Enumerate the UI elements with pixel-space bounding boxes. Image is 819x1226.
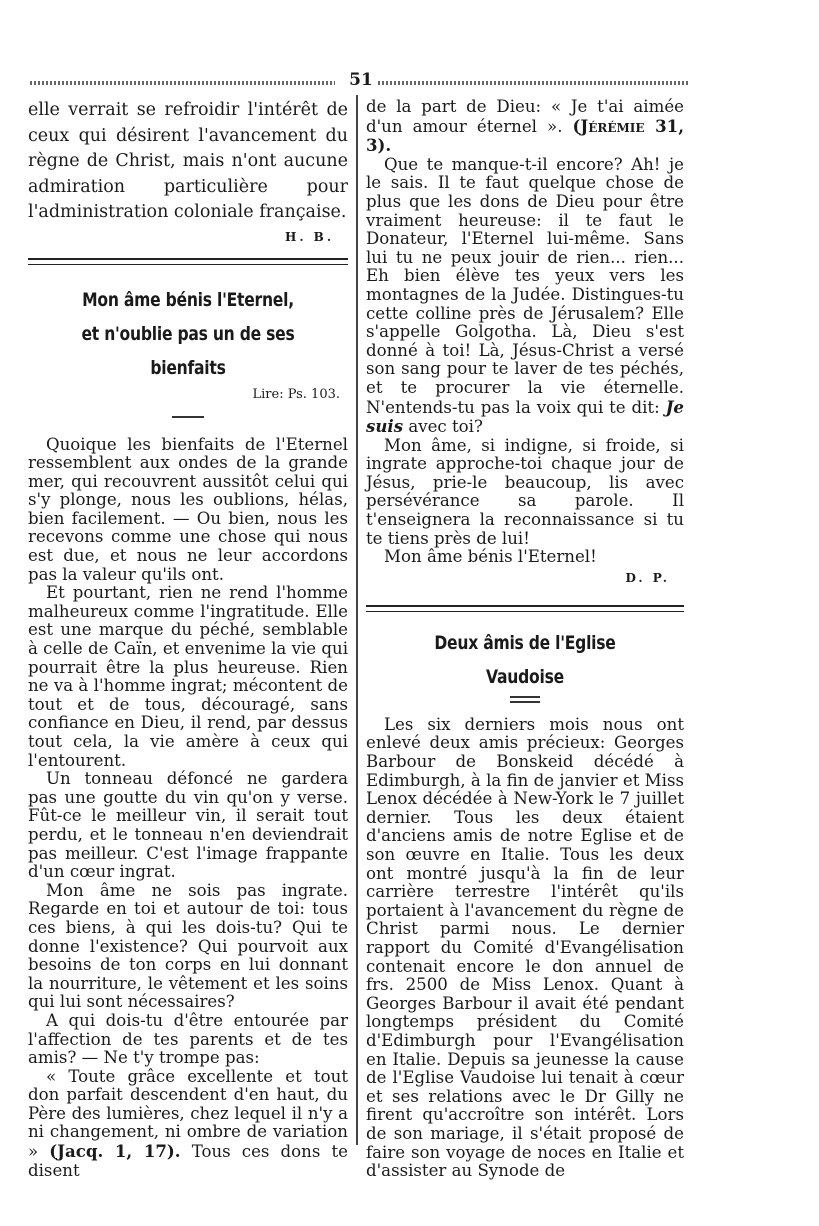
- intro-paragraph: elle verrait se refroidir l'intérêt de ceux qui désirent l'avancement du règne de Christ, mais n'ont aucune admiration particulière pour l'administration coloniale française.: [28, 100, 348, 222]
- article2-paragraph: Les six derniers mois nous ont enlevé deux amis précieux: Georges Barbour de Bonskeid décédé à Edimburgh, à la fin de janvier et Miss Lenox décédée à New-York le 7 juillet dernier. Tous les deux étaient d'anciens amis de notre Eglise et de son œuvre en Italie. Tous les deux ont montré jusqu'à la fin de leur carrière terrestre l'intérêt qu'ils portaient à l'avancement du règne de Christ parmi nous. Le dernier rapport du Comité d'Evangélisation contenait encore le don annuel de frs. 2500 de Miss Lenox. Quant à Georges Barbour il avait été pendant longtemps président du Comité d'Edimburgh pour l'Evangélisation en Italie. Depuis sa jeunesse la cause de l'Eglise Vaudoise lui tenait à cœur et ses relations avec le Dr Gilly ne firent qu'accroître son intérêt. Lors de son mariage, il s'était proposé de faire son voyage de noces en Italie et d'assister au Synode de: [366, 714, 684, 1181]
- article2-title: Deux âmis de l'Eglise Vaudoise: [434, 631, 616, 688]
- header-wavy-rule-left: [30, 81, 335, 85]
- paragraph: Quoique les bienfaits de l'Eternel ressemblent aux ondes de la grande mer, qui recouvrent aussitôt celui qui s'y plonge, nous les oublions, hélas, bien facilement. — Ou bien, nous les recevons comme une chose qui nous est due, et nous ne leur accordons pas la valeur qu'ils ont.: [28, 434, 348, 584]
- paragraph: [366, 156, 684, 437]
- paragraph: A qui dois-tu d'être entourée par l'affection de tes parents et de tes amis? — Ne t'y trompe pas:: [28, 1010, 348, 1068]
- header-wavy-rule-right: [378, 81, 690, 85]
- left-column: [28, 98, 348, 1180]
- page-number: 51: [349, 70, 373, 90]
- paragraph: Mon âme ne sois pas ingrate. Regarde en toi et autour de toi: tous ces biens, à qui les dois-tu? Qui te donne l'existence? Qui pourvoit aux besoins de ton corps en lui donnant la nourriture, le vêtement et les soins qui lui sont nécessaires?: [28, 880, 348, 1012]
- paragraph: Un tonneau défoncé ne gardera pas une goutte du vin qu'on y verse. Fût-ce le meilleur vin, il serait tout perdu, et le tonneau n'en deviendrait pas meilleur. C'est l'image frappante d'un cœur ingrat.: [28, 769, 348, 882]
- paragraph: Et pourtant, rien ne rend l'homme malheureux comme l'ingratitude. Elle est une marque du péché, semblable à celle de Caïn, et envenime la vie qui pourrait être la plus heureuse. Rien ne va à l'homme ingrat; mécontent de tout et de tous, découragé, sans confiance en Dieu, il rend, par dessus tout cela, la vie amère à ceux qui l'entourent.: [28, 583, 348, 770]
- section-divider: [366, 605, 684, 612]
- paragraph-text: Que te manque-t-il encore? Ah! je le sais. Il te faut quelque chose de plus que les dons de Dieu pour être vraiment heureuse: il te faut le Donateur, l'Eternel lui-même. Sans lui tu ne peux jouir de rien... rien... Eh bien élève tes yeux vers les montagnes de la Judée. Distingues-tu cette colline près de Jérusalem? Elle s'appelle Golgotha. Là, Dieu s'est donné à toi! Là, Jésus-Christ a versé son sang pour te laver de tes péchés, et te procurer la vie éternelle. N'entends-tu pas la voix qui te dit:: [366, 154, 684, 417]
- quote-text: « Toute grâce excellente et tout don parfait descendent d'en haut, du Père des lumières, chez lequel il n'y a ni changement, ni ombre de variation »: [28, 1066, 348, 1162]
- emphasis-tail: avec toi?: [408, 417, 483, 437]
- quote-tail: Tous ces dons te disent: [28, 1142, 348, 1180]
- right-column: [366, 98, 684, 1181]
- continuation-text: de la part de Dieu: « Je t'ai aimée d'un amour éternel ».: [366, 97, 684, 136]
- article-title-line2: et n'oublie pas un de ses bienfaits: [81, 322, 295, 379]
- section-divider: [28, 258, 348, 265]
- emphasis: Je suis: [366, 396, 684, 437]
- paragraph: Mon âme, si indigne, si froide, si ingrate approche-toi chaque jour de Jésus, prie-le beaucoup, lis avec persévérance sa parole. Il t'enseignera la reconnaissance si tu te tiens près de lui!: [366, 435, 684, 548]
- running-header: [30, 70, 690, 90]
- column-divider: [356, 95, 358, 1145]
- reading-reference: Lire: Ps. 103.: [252, 386, 340, 402]
- intro-signature: H. B.: [284, 229, 334, 244]
- title-dash: [172, 416, 204, 418]
- continuation-paragraph: [366, 98, 684, 156]
- quote-paragraph: [28, 1068, 348, 1181]
- closing-line: Mon âme bénis l'Eternel!: [384, 547, 597, 567]
- article-title-line1: Mon âme bénis l'Eternel,: [82, 288, 294, 311]
- scripture-reference: (Jérémie 31, 3).: [366, 115, 684, 156]
- article-signature: D. P.: [625, 570, 670, 585]
- title-double-dash: [510, 696, 540, 703]
- quote-reference: (Jacq. 1, 17).: [49, 1141, 181, 1162]
